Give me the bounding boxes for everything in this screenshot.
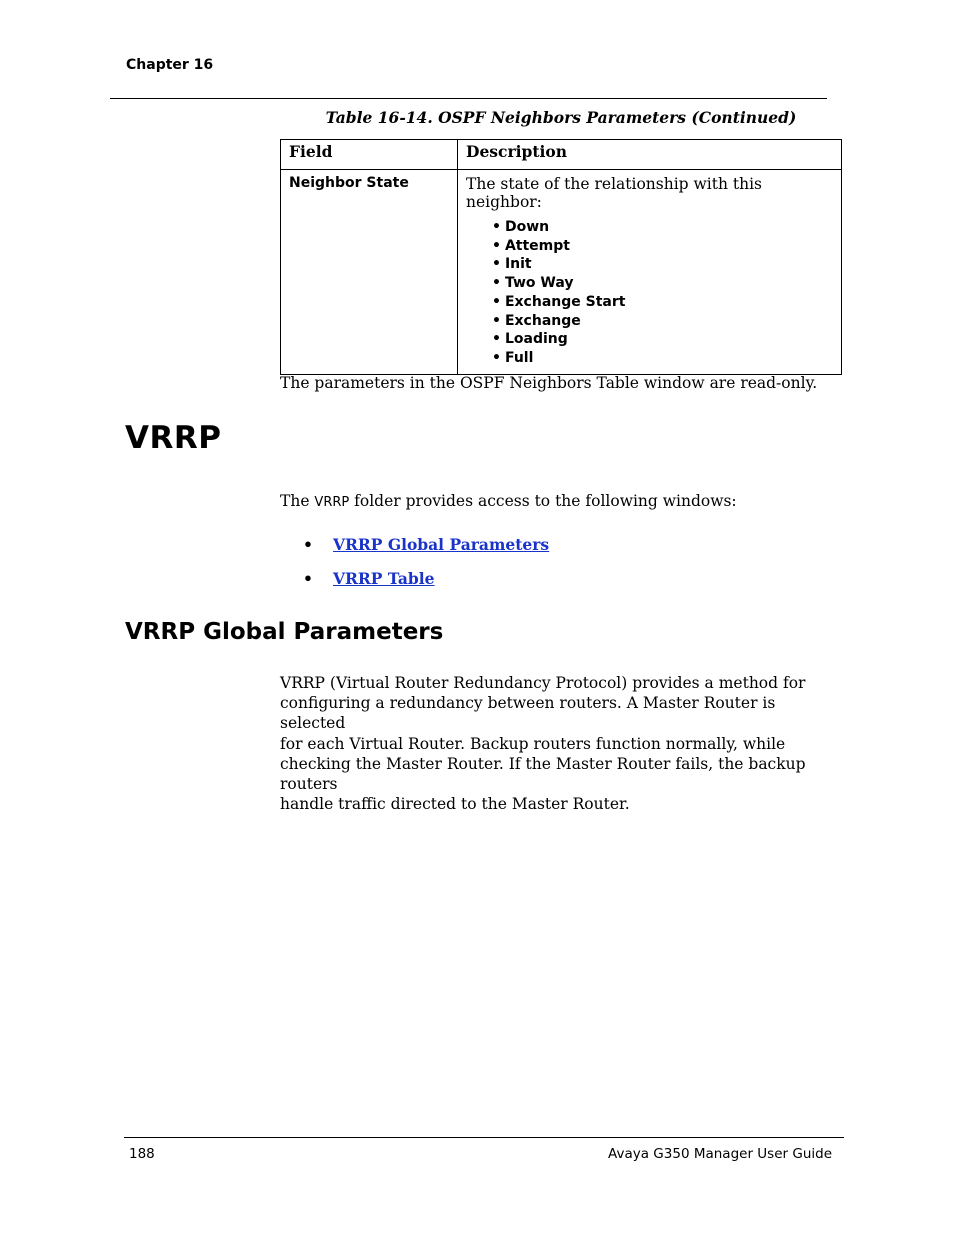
ospf-neighbors-parameters-table <box>280 139 842 375</box>
column-header-description: Description <box>458 140 842 170</box>
column-header-field: Field <box>281 140 458 170</box>
intro-text-after: folder provides access to the following windows: <box>349 492 737 510</box>
intro-text-before: The <box>280 492 315 510</box>
list-item: • Init <box>492 255 833 274</box>
field-cell: Neighbor State <box>281 170 458 375</box>
link-vrrp-global-parameters[interactable]: VRRP Global Parameters <box>333 535 550 554</box>
bullet-icon: • <box>303 569 313 588</box>
list-item: • Down <box>492 218 833 237</box>
section-heading-vrrp-global-parameters: VRRP Global Parameters <box>125 619 444 645</box>
page-number: 188 <box>129 1146 155 1162</box>
list-item <box>303 569 549 603</box>
vrrp-description-paragraph <box>280 673 845 814</box>
folder-name: VRRP <box>314 495 350 510</box>
table-caption: Table 16-14. OSPF Neighbors Parameters (Continued) <box>325 108 797 127</box>
list-item: • Exchange Start <box>492 293 833 312</box>
vrrp-intro-paragraph <box>280 491 737 513</box>
footer-divider <box>124 1137 844 1138</box>
vrrp-window-links <box>303 535 549 603</box>
section-heading-vrrp: VRRP <box>125 420 222 456</box>
list-item: • Exchange <box>492 312 833 331</box>
description-text: The state of the relationship with this neighbor: <box>466 175 762 211</box>
list-item: • Two Way <box>492 274 833 293</box>
paragraph-line: configuring a redundancy between routers. A Master Router is selected <box>280 694 776 733</box>
table-row <box>281 170 842 375</box>
list-item: • Attempt <box>492 237 833 256</box>
bullet-icon: • <box>303 535 313 554</box>
list-item <box>303 535 549 569</box>
paragraph-line: handle traffic directed to the Master Router. <box>280 795 630 814</box>
table-header-row <box>281 140 842 170</box>
paragraph-line: for each Virtual Router. Backup routers function normally, while <box>280 734 786 753</box>
description-cell <box>458 170 842 375</box>
guide-title: Avaya G350 Manager User Guide <box>608 1146 832 1162</box>
link-vrrp-table[interactable]: VRRP Table <box>333 569 435 588</box>
neighbor-state-list <box>492 218 833 368</box>
list-item: • Loading <box>492 330 833 349</box>
chapter-label: Chapter 16 <box>126 57 214 73</box>
read-only-note: The parameters in the OSPF Neighbors Table window are read-only. <box>280 374 818 392</box>
paragraph-line: VRRP (Virtual Router Redundancy Protocol) provides a method for <box>280 674 806 692</box>
header-divider <box>110 98 827 99</box>
paragraph-line: checking the Master Router. If the Master Router fails, the backup routers <box>280 754 806 794</box>
list-item: • Full <box>492 349 833 368</box>
